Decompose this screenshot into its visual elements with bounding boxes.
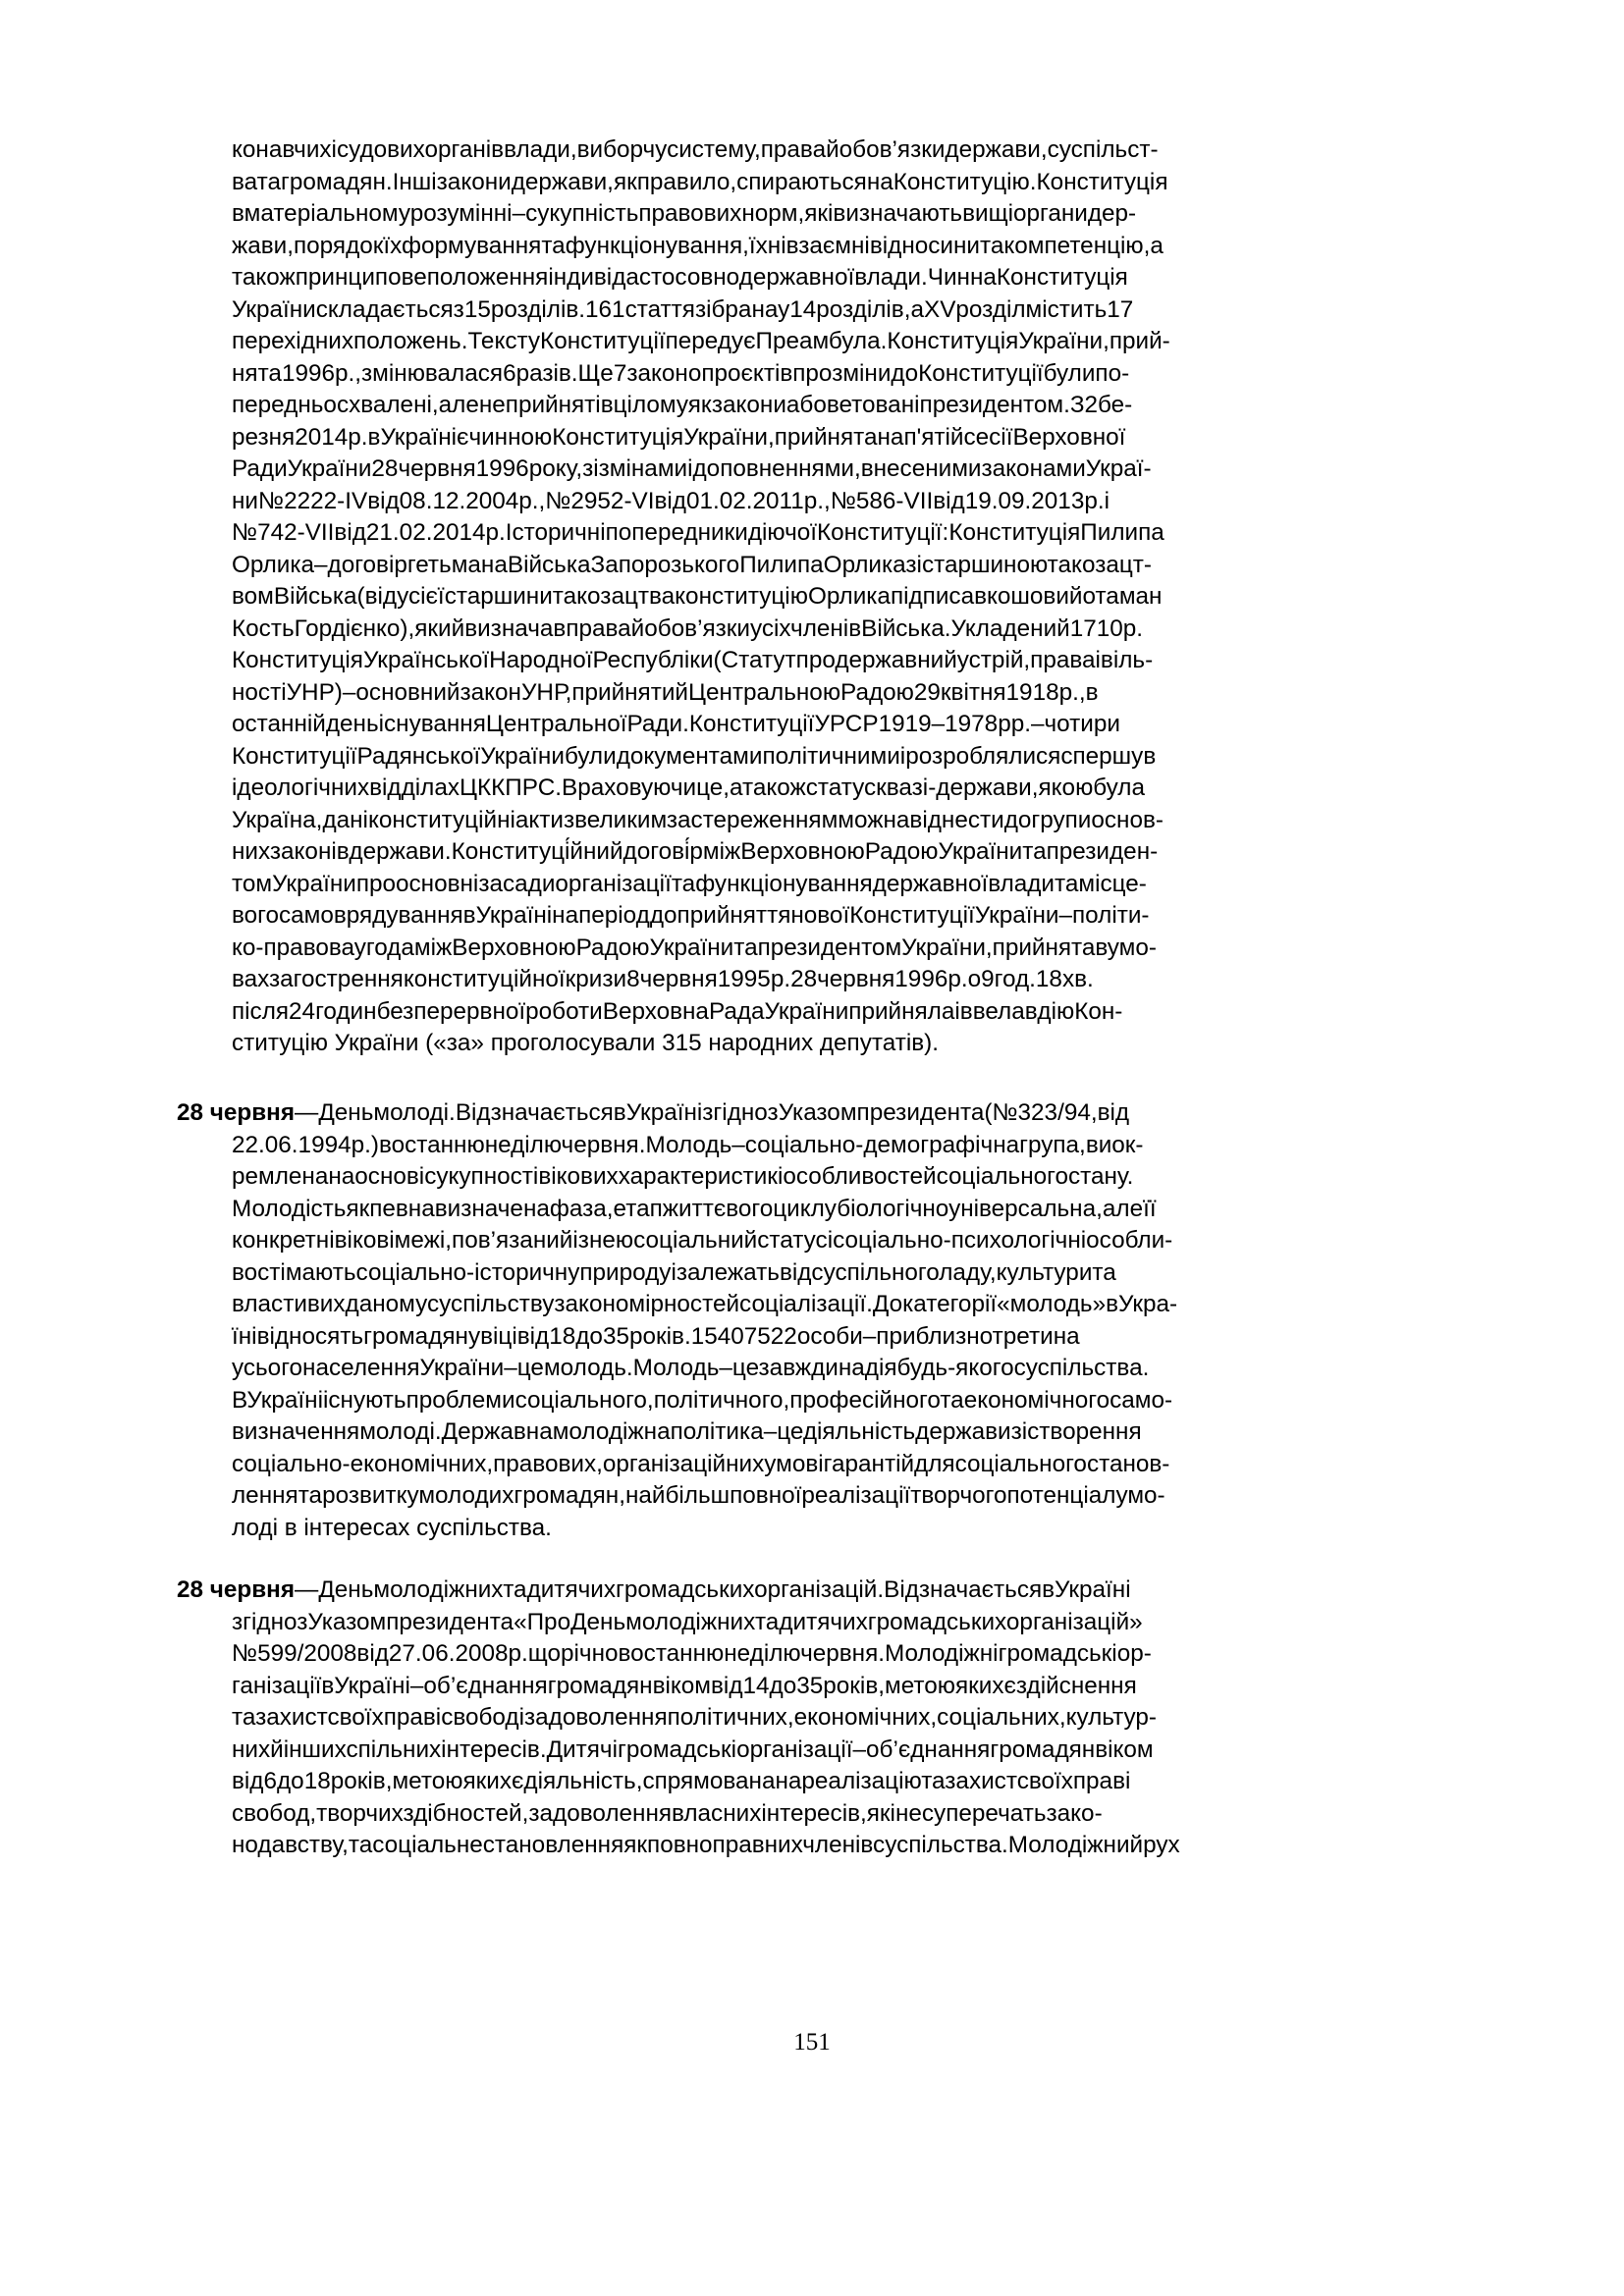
text-line: КостьГордієнко),якийвизначавправайобов’язкиусіхчленівВійська.Укладений1710р. bbox=[232, 614, 1144, 642]
text-line: вахзагостренняконституційноїкризи8червня1995р.28червня1996р.о9год.18хв. bbox=[232, 966, 1094, 992]
text-line: томУкраїнипроосновнізасадиорганізаціїтафункціонуваннядержавноївладитамісце- bbox=[232, 870, 1147, 897]
text-line: ни№2222-IVвід08.12.2004р.,№2952-VIвід01.02.2011р.,№586-VIIвід19.09.2013р.і bbox=[232, 487, 1110, 514]
text-line: №742-VIIвід21.02.2014р.ІсторичніпопередникидіючоїКонституції:КонституціяПилипа bbox=[232, 519, 1164, 546]
text-line: усьогонаселенняУкраїни–цемолодь.Молодь–цезавждинадіябудь-якогосуспільства. bbox=[232, 1355, 1150, 1381]
text-line: їнівідносятьгромадянувіцівід18до35років.15407522особи–приблизнотретина bbox=[232, 1322, 1080, 1350]
text-line: конавчихісудовихорганіввлади,виборчусистему,правайобов’язкидержави,суспільст- bbox=[232, 136, 1159, 163]
text-line: вомВійська(відусієїстаршинитакозацтваконституціюОрликапідписавкошовийотаман bbox=[232, 583, 1163, 610]
text-line: нодавству,тасоціальнестановленняякповноправнихчленівсуспільства.Молодіжнийрух bbox=[232, 1832, 1180, 1858]
text-line: востімаютьсоціально-історичнуприродуізалежатьвідсуспільноголаду,культурита bbox=[232, 1258, 1116, 1286]
text-line: свобод,творчихздібностей,задоволеннявласнихінтересів,якінесуперечатьзако- bbox=[232, 1799, 1103, 1827]
text-line: №599/2008від27.06.2008р.щорічновостаннюнеділючервня.Молодіжнігромадськіор- bbox=[232, 1640, 1152, 1667]
text-line: Орлика–договіргетьманаВійськаЗапорозькогоПилипаОрликазістаршиноютакозацт- bbox=[232, 551, 1152, 578]
text-line: ВУкраїнііснуютьпроблемисоціального,політичного,професійноготаекономічногосамо- bbox=[232, 1386, 1173, 1414]
text-line: конкретнівіковімежі,пов’язанийізнеюсоціальнийстатусісоціально-психологічніособли- bbox=[232, 1227, 1173, 1254]
text-line: згіднозУказомпрезидента«ПроДеньмолодіжнихтадитячихгромадськихорганізацій» bbox=[232, 1608, 1143, 1635]
text-line: нихзаконівдержави.Конституці́йнийдогові́рміжВерховноюРадоюУкраїнитапрезиден- bbox=[232, 838, 1159, 865]
text-line: нята1996р.,змінювалася6разів.Ще7законопроєктівпрозмінидоКонституціїбулипо- bbox=[232, 359, 1130, 387]
text-line: тазахистсвоїхправісвободізадоволенняполітичних,економічних,соціальних,культур- bbox=[232, 1704, 1157, 1731]
text-line: Українискладаєтьсяз15розділів.161статтязібранау14розділів,аXVрозділмістить17 bbox=[232, 295, 1134, 323]
text-line: ремленанаосновісукупностівіковиххарактеристикіособливостейсоціальногостану. bbox=[232, 1163, 1134, 1190]
page-number: 151 bbox=[793, 2029, 831, 2056]
text-line: ко-правоваугодаміжВерховноюРадоюУкраїнитапрезидентомУкраїни,прийнятавумо- bbox=[232, 934, 1157, 961]
text-line: ватагромадян.Іншізаконидержави,якправило,спираютьсянаКонституцію.Конституція bbox=[232, 168, 1168, 195]
text-line: перехіднихположень.ТекстуКонституціїпередуєПреамбула.КонституціяУкраїни,прий- bbox=[232, 328, 1170, 354]
text-line: лоді в інтересах суспільства. bbox=[232, 1514, 552, 1541]
text-line: соціально-економічних,правових,організаційнихумовігарантійдлясоціальногостанов- bbox=[232, 1450, 1170, 1477]
entry-date: 28 червня bbox=[177, 1576, 296, 1603]
text-line: КонституціяУкраїнськоїНародноїРеспубліки(Статутпродержавнийустрій,праваівіль- bbox=[232, 647, 1154, 673]
entry-date: 28 червня bbox=[177, 1099, 296, 1126]
entry-body bbox=[177, 1130, 1388, 1545]
entry-youth-organizations-day bbox=[177, 1575, 1388, 1862]
text-line: резня2014р.вУкраїнієчинноюКонституціяУкраїни,прийнятанап'ятійсесіїВерховної bbox=[232, 423, 1126, 451]
text-line: нихйіншихспільнихінтересів.Дитячігромадськіорганізації–об’єднаннягромадянвіком bbox=[232, 1735, 1154, 1763]
entry-first-line: 28 червня—Деньмолоді.ВідзначаєтьсявУкраїнізгіднозУказомпрезидента(№323/94,від bbox=[177, 1099, 1130, 1126]
text-line: 22.06.1994р.)востаннюнеділючервня.Молодь–соціально-демографічнагрупа,виок- bbox=[232, 1131, 1144, 1158]
entry-first-line: 28 червня—Деньмолодіжнихтадитячихгромадськихорганізацій.ВідзначаєтьсявУкраїні bbox=[177, 1576, 1131, 1603]
entry-youth-day bbox=[177, 1097, 1388, 1544]
text-line: ностіУНР)–основнийзаконУНР,прийнятийЦентральноюРадою29квітня1918р.,в bbox=[232, 678, 1099, 706]
text-line: останнійденьіснуванняЦентральноїРади.КонституціїУРСР1919–1978рр.–чотири bbox=[232, 711, 1120, 737]
text-line: леннятарозвиткумолодихгромадян,найбільшповноїреалізаціїтворчогопотенціалумо- bbox=[232, 1482, 1165, 1509]
text-line: вогосамоврядуваннявУкраїнінаперіоддоприйняттяновоїКонституціїУкраїни–політи- bbox=[232, 902, 1150, 929]
text-line: Україна,даніконституційніактизвеликимзастереженнямможнавіднестидогрупиоснов- bbox=[232, 806, 1164, 833]
text-line: Молодістьякпевнавизначенафаза,етапжиттєвогоциклубіологічноуніверсальна,алеїї bbox=[232, 1195, 1157, 1222]
text-line: такожпринциповеположенняіндивідастосовнодержавноївлади.ЧиннаКонституція bbox=[232, 264, 1128, 291]
text-line: РадиУкраїни28червня1996року,зізмінамиідоповненнями,внесенимизаконамиУкраї- bbox=[232, 455, 1152, 482]
text-line: ганізаціївУкраїні–об’єднаннягромадянвікомвід14до35років,метоюякихєздійснення bbox=[232, 1672, 1137, 1699]
text-line: жави,порядокїхформуваннятафункціонування,їхнівзаємнівідносинитакомпетенцію,а bbox=[232, 232, 1164, 259]
text-line: вматеріальномурозумінні–сукупністьправовихнорм,яківизначаютьвищіорганидер- bbox=[232, 200, 1137, 227]
text-line: від6до18років,метоюякихєдіяльність,спрямовананареалізаціютазахистсвоїхправі bbox=[232, 1768, 1131, 1794]
text-line: ституцію України («за» проголосували 315 народних депутатів). bbox=[232, 1030, 939, 1056]
entry-body bbox=[177, 1607, 1388, 1862]
text-line: після24годинбезперервноїроботиВерховнаРадаУкраїниприйнялаіввелавдіюКон- bbox=[232, 997, 1123, 1025]
text-line: властивихданомусуспільствузакономірностейсоціалізації.Докатегорії«молодь»вУкра- bbox=[232, 1291, 1178, 1317]
text-line: передньосхвалені,аленеприйнятівціломуякзакониабоветованіпрезидентом.З2бе- bbox=[232, 392, 1133, 418]
text-line: КонституціїРадянськоїУкраїнибулидокументамиполітичнимиірозроблялисяспершув bbox=[232, 742, 1157, 770]
continuation-paragraph bbox=[232, 134, 1388, 1060]
text-line: ідеологічнихвідділахЦККПРС.Враховуючице,атакожстатусквазі-держави,якоюбула bbox=[232, 774, 1145, 801]
text-line: визначеннямолоді.Державнамолодіжнаполітика–цедіяльністьдержавизістворення bbox=[232, 1418, 1142, 1445]
